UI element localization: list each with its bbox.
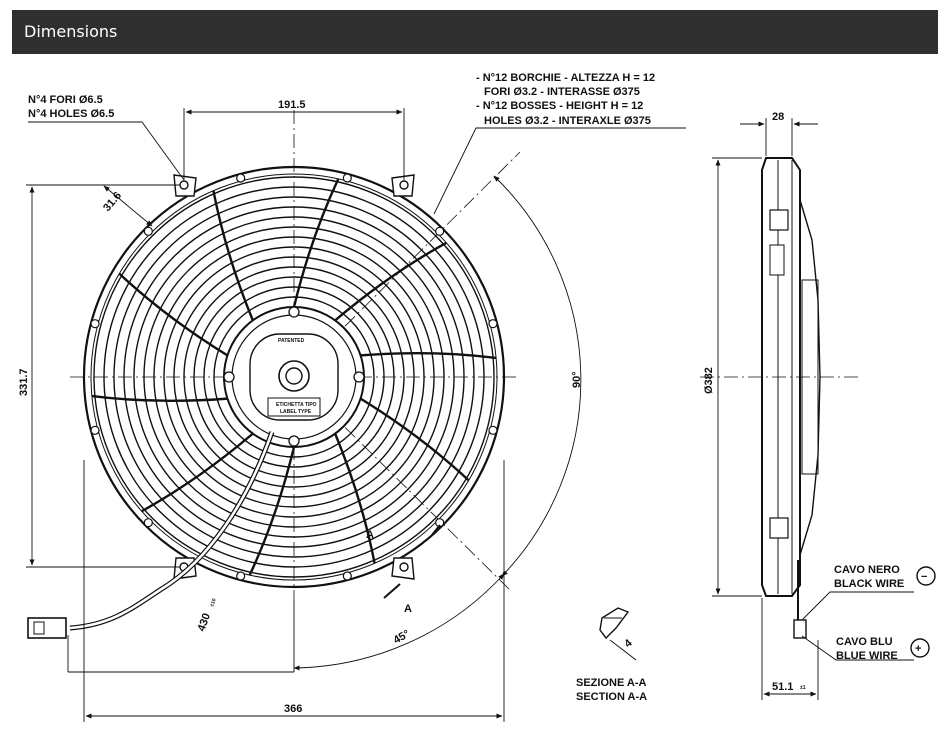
rim-boss bbox=[91, 426, 99, 434]
dim-bottom-depth-tol: ±1 bbox=[800, 685, 806, 691]
bosses-note-en-2: HOLES Ø3.2 - INTERAXLE Ø375 bbox=[484, 115, 651, 127]
dim-side-depth: 28 bbox=[772, 111, 785, 123]
black-wire-it: CAVO NERO bbox=[834, 564, 900, 576]
rim-boss bbox=[91, 320, 99, 328]
bosses-note-it-1: - N°12 BORCHIE - ALTEZZA H = 12 bbox=[476, 72, 656, 84]
holes-note-it: N°4 FORI Ø6.5 bbox=[28, 94, 103, 106]
side-view bbox=[700, 118, 935, 700]
cut-marker-a-2: A bbox=[366, 529, 374, 541]
rim-boss bbox=[489, 426, 497, 434]
bosses-note-it-2: FORI Ø3.2 - INTERASSE Ø375 bbox=[484, 86, 640, 98]
section-label-en: SECTION A-A bbox=[576, 691, 648, 703]
hub-screw-right bbox=[354, 372, 364, 382]
power-cable bbox=[70, 432, 272, 628]
dim-height: 331.7 bbox=[18, 368, 30, 396]
rim-boss bbox=[436, 227, 444, 235]
hub-screw-bottom bbox=[289, 436, 299, 446]
bosses-note-en-1: - N°12 BOSSES - HEIGHT H = 12 bbox=[476, 100, 644, 112]
dim-bottom-depth: 51.1 bbox=[772, 681, 794, 693]
black-wire-symbol: − bbox=[921, 571, 928, 583]
cut-marker-a-1: A bbox=[404, 603, 412, 615]
rim-boss bbox=[237, 572, 245, 580]
rim-boss bbox=[144, 519, 152, 527]
power-cable-core bbox=[70, 432, 272, 628]
dim-cable-length: 430 bbox=[195, 611, 214, 634]
dim-side-diameter: Ø382 bbox=[703, 367, 715, 394]
section-a-a-sketch bbox=[600, 608, 636, 660]
dim-angle-45: 45° bbox=[391, 627, 412, 647]
rim-boss bbox=[237, 174, 245, 182]
dim-bottom-width: 366 bbox=[284, 703, 303, 715]
rim-boss bbox=[343, 572, 351, 580]
hub-patented: PATENTED bbox=[278, 338, 305, 344]
section-title: Dimensions bbox=[24, 22, 118, 41]
black-wire-en: BLACK WIRE bbox=[834, 578, 905, 590]
front-dimensions bbox=[26, 108, 686, 722]
blue-wire-it: CAVO BLU bbox=[836, 636, 893, 648]
section-label-it: SEZIONE A-A bbox=[576, 677, 647, 689]
rim-boss bbox=[144, 227, 152, 235]
hub-label-2: LABEL TYPE bbox=[280, 409, 312, 415]
rim-boss bbox=[343, 174, 351, 182]
dim-hole-offset: 31.6 bbox=[101, 189, 125, 214]
dim-section-width: 4 bbox=[622, 637, 635, 651]
blue-wire-symbol: + bbox=[915, 643, 922, 655]
blue-wire-en: BLUE WIRE bbox=[836, 650, 898, 662]
holes-note-en: N°4 HOLES Ø6.5 bbox=[28, 108, 115, 120]
hub-label-1: ETICHETTA TIPO bbox=[276, 402, 317, 408]
dim-angle-90: 90° bbox=[571, 371, 583, 388]
dim-top-width: 191.5 bbox=[278, 99, 306, 111]
dim-cable-tol: ±10 bbox=[209, 597, 218, 608]
rim-boss bbox=[489, 320, 497, 328]
hub-screw-left bbox=[224, 372, 234, 382]
hub-screw-top bbox=[289, 307, 299, 317]
